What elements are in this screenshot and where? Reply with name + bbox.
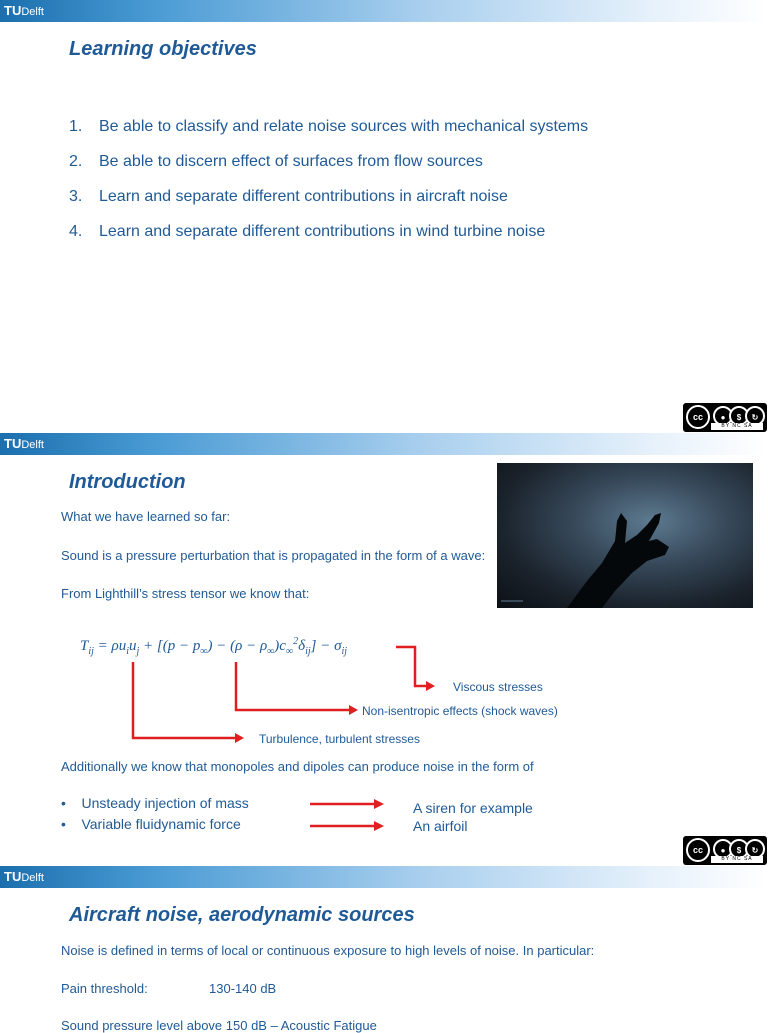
cc-icon: cc — [686, 405, 710, 429]
slide-title: Aircraft noise, aerodynamic sources — [69, 904, 415, 926]
acoustic-fatigue-line: Sound pressure level above 150 dB – Acoustic Fatigue — [61, 1018, 377, 1033]
sa-icon: ↻ — [745, 406, 765, 426]
siren-example: A siren for example — [413, 800, 533, 816]
slide-title: Introduction — [69, 471, 186, 493]
slide-header-bar — [0, 866, 768, 888]
additionally-line: Additionally we know that monopoles and dipoles can produce noise in the form of — [61, 759, 534, 774]
tudelft-logo: TUDelft — [4, 3, 44, 18]
cc-icon: cc — [686, 838, 710, 862]
cc-license-badge — [683, 836, 767, 865]
slide-title: Learning objectives — [69, 38, 257, 60]
tudelft-logo: TUDelft — [4, 436, 44, 451]
lighthill-formula: $T_{ij} = \rho u_iu_j + [(p - p_\infty) - (\rho - \rho_\infty)c_\infty^2\delta_{ij}] - \sigma_{ij}$ — [80, 636, 348, 657]
bullet-list — [61, 795, 249, 837]
by-icon: ● — [713, 406, 733, 426]
slide-aircraft-noise — [0, 866, 768, 1033]
intro-line-2: Sound is a pressure perturbation that is propagated in the form of a wave: — [61, 548, 486, 563]
airfoil-example: An airfoil — [413, 818, 468, 834]
sa-icon: ↻ — [745, 839, 765, 859]
intro-line-3: From Lighthill’s stress tensor we know that: — [61, 586, 310, 601]
intro-line-1: What we have learned so far: — [61, 509, 231, 524]
list-item: 3. Learn and separate different contributions in aircraft noise — [69, 188, 508, 205]
noise-definition: Noise is defined in terms of local or continuous exposure to high levels of noise. In particular: — [61, 943, 595, 958]
list-item: • Unsteady injection of mass — [61, 795, 249, 811]
turbulence-label: Turbulence, turbulent stresses — [259, 732, 420, 746]
list-item: 2. Be able to discern effect of surfaces from flow sources — [69, 153, 483, 170]
license-bar: BY NC SA — [711, 423, 763, 430]
list-item: 4. Learn and separate different contributions in wind turbine noise — [69, 223, 546, 240]
pain-threshold-value: 130-140 dB — [209, 981, 277, 996]
license-bar: BY NC SA — [711, 856, 763, 863]
non-isentropic-label: Non-isentropic effects (shock waves) — [362, 704, 558, 718]
list-item: 1. Be able to classify and relate noise sources with mechanical systems — [69, 118, 589, 135]
tudelft-logo: TUDelft — [4, 869, 44, 884]
list-item: • Variable fluidynamic force — [61, 816, 241, 832]
viscous-label: Viscous stresses — [453, 680, 543, 694]
nc-icon: $ — [729, 839, 749, 859]
pain-threshold-label: Pain threshold: — [61, 981, 148, 996]
by-icon: ● — [713, 839, 733, 859]
nc-icon: $ — [729, 406, 749, 426]
